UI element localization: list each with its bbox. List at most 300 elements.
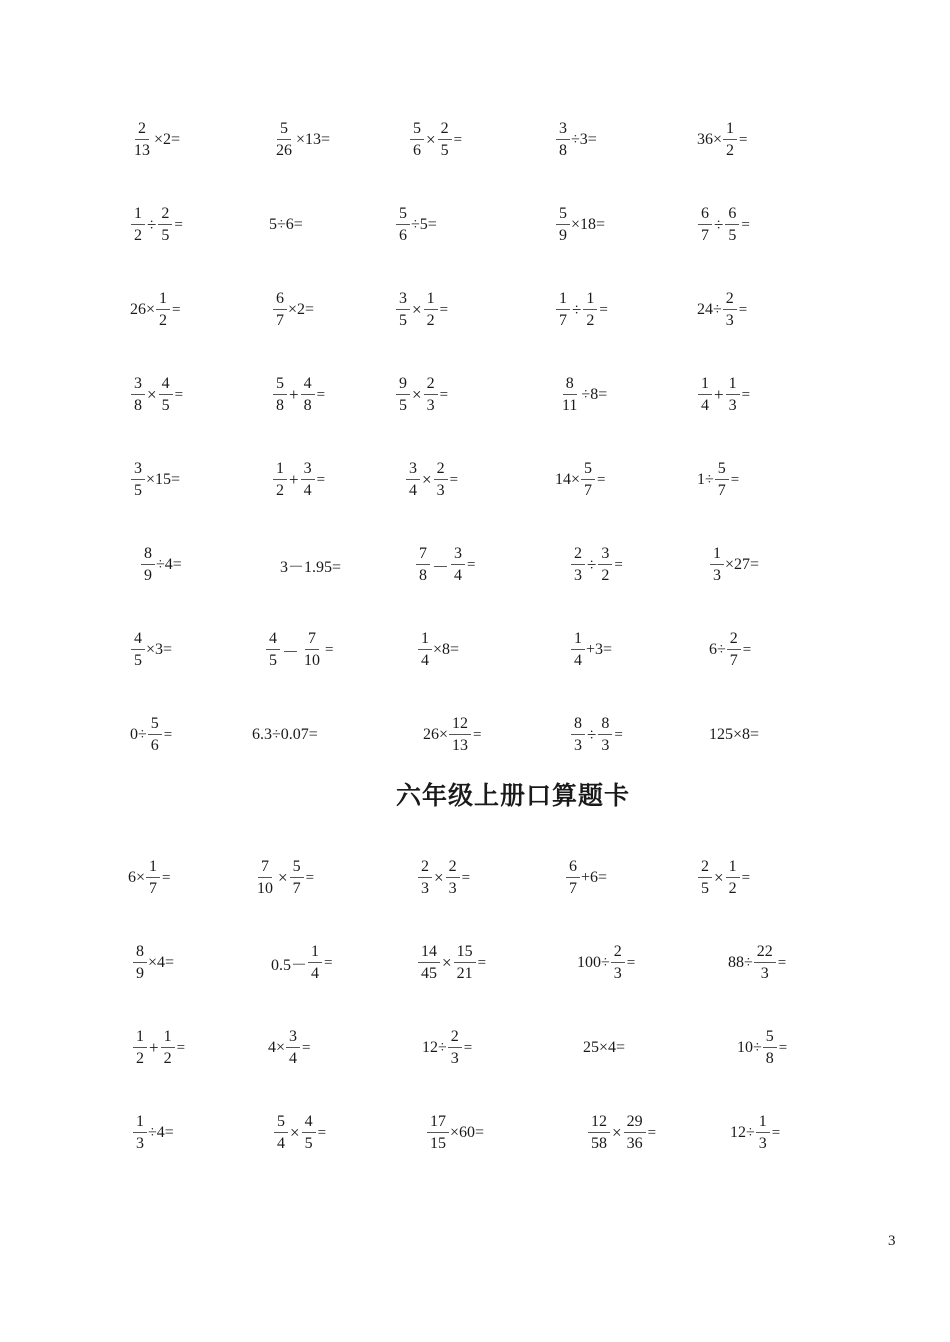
fraction	[727, 631, 741, 669]
operator: ×	[412, 300, 422, 319]
fraction	[131, 631, 145, 669]
numerator: 7	[305, 631, 319, 650]
problem-cell	[697, 280, 748, 340]
denominator: 9	[144, 567, 152, 584]
equals-sign: =	[302, 1039, 311, 1056]
expression-text: ×2=	[288, 301, 315, 318]
numerator: 1	[273, 461, 287, 480]
numerator: 2	[438, 121, 452, 140]
numerator: 1	[308, 944, 322, 963]
fraction	[131, 206, 145, 244]
denominator: 15	[430, 1135, 446, 1152]
denominator: 10	[257, 880, 273, 897]
fraction	[454, 944, 476, 982]
equals-sign: =	[463, 1039, 473, 1056]
problem-cell	[130, 280, 182, 340]
fraction	[588, 1114, 610, 1152]
denominator: 4	[409, 482, 417, 499]
numerator: 2	[158, 206, 172, 225]
denominator: 9	[136, 965, 144, 982]
problem-cell	[417, 848, 471, 908]
denominator: 9	[559, 227, 567, 244]
expression-text: ×60=	[450, 1124, 485, 1141]
denominator: 7	[701, 227, 709, 244]
denominator: 4	[574, 652, 582, 669]
fraction	[448, 1029, 462, 1067]
numerator: 5	[273, 376, 287, 395]
expression-text: 88÷	[728, 954, 753, 971]
numerator: 2	[434, 461, 448, 480]
denominator: 6	[413, 142, 421, 159]
fraction	[698, 376, 712, 414]
denominator: 3	[448, 880, 457, 897]
problem-cell	[737, 1018, 788, 1078]
problem-cell	[140, 535, 182, 595]
expression-text: 1÷	[697, 471, 714, 488]
problem-cell	[130, 450, 180, 510]
numerator: 2	[727, 631, 741, 650]
equals-sign: =	[316, 386, 326, 403]
problem-cell	[565, 848, 607, 908]
fraction	[598, 716, 612, 754]
expression-text: 100÷	[577, 954, 610, 971]
denominator: 4	[421, 652, 429, 669]
fraction	[301, 461, 315, 499]
fraction	[396, 206, 410, 244]
numerator: 12	[588, 1114, 610, 1133]
problem-cell	[395, 365, 449, 425]
denominator: 3	[450, 1050, 459, 1067]
operator: ÷	[714, 215, 724, 234]
expression-text: 26×	[423, 726, 449, 743]
fraction	[290, 859, 304, 897]
equals-sign: =	[439, 386, 449, 403]
operator: ×	[290, 1123, 300, 1142]
fraction	[418, 944, 440, 982]
problem-cell	[409, 110, 463, 170]
denominator: 2	[601, 567, 610, 584]
problem-cell	[130, 365, 184, 425]
denominator: 5	[440, 142, 449, 159]
section1-row	[0, 280, 950, 340]
numerator: 1	[726, 859, 740, 878]
section2-row	[0, 933, 950, 993]
numerator: 3	[396, 291, 410, 310]
numerator: 3	[286, 1029, 300, 1048]
fraction	[273, 376, 287, 414]
section2-row	[0, 848, 950, 908]
equals-sign: =	[162, 869, 171, 886]
section1-row	[0, 365, 950, 425]
denominator: 8	[765, 1050, 774, 1067]
numerator: 2	[446, 859, 460, 878]
problem-cell	[697, 365, 751, 425]
denominator: 4	[277, 1135, 285, 1152]
fraction	[396, 376, 410, 414]
operator: ×	[434, 868, 444, 887]
numerator: 1	[726, 376, 740, 395]
numerator: 5	[581, 461, 595, 480]
expression-text: 3－1.95=	[280, 558, 342, 576]
fraction	[133, 1114, 147, 1152]
numerator: 1	[698, 376, 712, 395]
denominator: 2	[426, 312, 435, 329]
equals-sign: =	[614, 726, 623, 743]
denominator: 21	[456, 965, 473, 982]
operator: ×	[278, 868, 288, 887]
numerator: 6	[725, 206, 739, 225]
denominator: 4	[701, 397, 709, 414]
denominator: 5	[304, 1135, 313, 1152]
fraction	[715, 461, 729, 499]
denominator: 3	[760, 965, 769, 982]
fraction	[146, 859, 160, 897]
operator: ×	[422, 470, 432, 489]
expression-text: 25×4=	[583, 1039, 626, 1056]
fraction	[710, 546, 724, 584]
fraction	[302, 1114, 316, 1152]
problem-cell	[265, 620, 334, 680]
numerator: 1	[424, 291, 438, 310]
problem-cell	[555, 450, 607, 510]
denominator: 13	[134, 142, 150, 159]
expression-text: ×27=	[725, 556, 760, 573]
numerator: 15	[454, 944, 476, 963]
problem-cell	[558, 365, 607, 425]
fraction	[438, 121, 452, 159]
numerator: 22	[754, 944, 776, 963]
numerator: 5	[556, 206, 570, 225]
fraction	[726, 859, 740, 897]
equals-sign: =	[741, 869, 751, 886]
fraction	[158, 206, 172, 244]
expression-text: ×13=	[296, 131, 331, 148]
equals-sign: =	[741, 386, 751, 403]
problem-cell	[273, 1103, 327, 1163]
fraction	[406, 461, 420, 499]
denominator: 58	[591, 1135, 607, 1152]
numerator: 5	[396, 206, 410, 225]
equals-sign: =	[467, 556, 476, 573]
expression-text: 6.3÷0.07=	[252, 726, 318, 743]
denominator: 5	[161, 397, 170, 414]
expression-text: ÷8=	[581, 386, 608, 403]
fraction	[416, 546, 430, 584]
problem-cell	[417, 933, 487, 993]
numerator: 4	[131, 631, 145, 650]
equals-sign: =	[461, 869, 471, 886]
numerator: 1	[156, 291, 170, 310]
equals-sign: =	[174, 386, 184, 403]
equals-sign: =	[599, 301, 608, 318]
expression-text: 26×	[130, 301, 156, 318]
fraction	[396, 291, 410, 329]
fraction	[598, 546, 612, 584]
numerator: 1	[133, 1029, 147, 1048]
problem-cell	[272, 280, 314, 340]
equals-sign: =	[473, 726, 482, 743]
expression-text: ×15=	[146, 471, 181, 488]
denominator: 7	[569, 880, 577, 897]
problem-cell	[709, 620, 752, 680]
fraction	[725, 206, 739, 244]
fraction	[754, 944, 776, 982]
numerator: 4	[302, 1114, 316, 1133]
expression-text: 36×	[697, 131, 723, 148]
page-title: 六年级上册口算题卡	[395, 783, 630, 810]
fraction	[159, 376, 173, 414]
numerator: 4	[301, 376, 315, 395]
denominator: 7	[276, 312, 284, 329]
problem-cell	[697, 848, 751, 908]
problem-cell	[697, 450, 740, 510]
fraction	[556, 121, 570, 159]
numerator: 6	[698, 206, 712, 225]
fraction	[148, 716, 162, 754]
numerator: 1	[571, 631, 585, 650]
denominator: 36	[626, 1135, 643, 1152]
denominator: 7	[559, 312, 567, 329]
denominator: 10	[304, 652, 320, 669]
fraction	[723, 121, 737, 159]
problem-cell	[395, 280, 449, 340]
problem-cell	[405, 450, 459, 510]
numerator: 3	[556, 121, 570, 140]
denominator: 11	[562, 397, 578, 414]
numerator: 8	[598, 716, 612, 735]
denominator: 3	[574, 567, 582, 584]
expression-text: ×8=	[433, 641, 460, 658]
section1-row	[0, 450, 950, 510]
problem-cell	[130, 195, 184, 255]
denominator: 8	[559, 142, 567, 159]
denominator: 3	[421, 880, 429, 897]
fraction	[449, 716, 471, 754]
problem-cell	[271, 933, 333, 993]
denominator: 8	[303, 397, 312, 414]
fraction	[273, 291, 287, 329]
fraction	[571, 716, 585, 754]
numerator: 1	[133, 1114, 147, 1133]
denominator: 2	[728, 880, 737, 897]
expression-text: ×18=	[571, 216, 606, 233]
problem-cell	[132, 1103, 174, 1163]
numerator: 1	[161, 1029, 175, 1048]
problem-cell	[728, 933, 787, 993]
numerator: 4	[159, 376, 173, 395]
numerator: 5	[290, 859, 304, 878]
numerator: 2	[135, 121, 149, 140]
problem-cell	[272, 450, 326, 510]
numerator: 2	[611, 944, 625, 963]
fraction	[131, 376, 145, 414]
expression-text: 14×	[555, 471, 581, 488]
operator: ×	[147, 385, 157, 404]
problem-cell	[577, 933, 636, 993]
section1-row	[0, 195, 950, 255]
denominator: 3	[758, 1135, 767, 1152]
equals-sign: =	[477, 954, 487, 971]
denominator: 3	[136, 1135, 144, 1152]
numerator: 1	[131, 206, 145, 225]
operator: +	[714, 385, 724, 404]
denominator: 5	[161, 227, 170, 244]
denominator: 4	[303, 482, 312, 499]
numerator: 4	[266, 631, 280, 650]
fraction	[418, 631, 432, 669]
problem-cell	[426, 1103, 484, 1163]
problem-cell	[570, 620, 612, 680]
fraction	[611, 944, 625, 982]
operator: +	[149, 1038, 159, 1057]
expression-text: 24÷	[697, 301, 722, 318]
expression-text: ×3=	[146, 641, 173, 658]
operator: ×	[612, 1123, 622, 1142]
numerator: 3	[131, 376, 145, 395]
problem-cell	[280, 535, 341, 595]
section2-row	[0, 1103, 950, 1163]
equals-sign: =	[739, 131, 748, 148]
fraction	[274, 1114, 288, 1152]
problem-cell	[730, 1103, 781, 1163]
operator: ×	[442, 953, 452, 972]
denominator: 5	[701, 880, 709, 897]
operator: －	[282, 642, 299, 662]
problem-cell	[130, 705, 173, 765]
equals-sign: =	[597, 471, 606, 488]
equals-sign: =	[738, 301, 748, 318]
fraction	[301, 376, 315, 414]
denominator: 2	[136, 1050, 144, 1067]
denominator: 3	[725, 312, 734, 329]
fraction	[254, 859, 276, 897]
expression-text: 0.5－	[271, 956, 308, 974]
denominator: 3	[728, 397, 737, 414]
fraction	[451, 546, 465, 584]
denominator: 7	[584, 482, 593, 499]
problem-cell	[272, 365, 326, 425]
operator: ÷	[587, 555, 597, 574]
equals-sign: =	[317, 1124, 327, 1141]
equals-sign: =	[614, 556, 623, 573]
problem-cell	[587, 1103, 657, 1163]
numerator: 2	[698, 859, 712, 878]
fraction	[566, 859, 580, 897]
expression-text: ×2=	[154, 131, 181, 148]
denominator: 5	[134, 652, 142, 669]
denominator: 3	[713, 567, 721, 584]
fraction	[756, 1114, 770, 1152]
problem-cell	[268, 1018, 312, 1078]
numerator: 5	[410, 121, 424, 140]
denominator: 7	[149, 880, 158, 897]
problem-cell	[583, 1018, 625, 1078]
denominator: 7	[292, 880, 301, 897]
denominator: 5	[134, 482, 142, 499]
section1-row	[0, 110, 950, 170]
equals-sign: =	[174, 216, 183, 233]
expression-text: ÷4=	[148, 1124, 174, 1141]
expression-text: 10÷	[737, 1039, 762, 1056]
fraction	[156, 291, 170, 329]
problem-cell	[697, 195, 751, 255]
denominator: 2	[586, 312, 595, 329]
expression-text: 6÷	[709, 641, 726, 658]
numerator: 17	[427, 1114, 449, 1133]
numerator: 3	[406, 461, 420, 480]
section2-row	[0, 1018, 950, 1078]
section1-row	[0, 705, 950, 765]
expression-text: ÷3=	[571, 131, 597, 148]
problem-cell	[130, 620, 172, 680]
numerator: 1	[756, 1114, 770, 1133]
operator: ×	[426, 130, 436, 149]
numerator: 3	[451, 546, 465, 565]
problem-cell	[252, 705, 318, 765]
fraction	[698, 206, 712, 244]
numerator: 5	[277, 121, 291, 140]
problem-cell	[395, 195, 437, 255]
numerator: 1	[418, 631, 432, 650]
denominator: 13	[452, 737, 469, 754]
denominator: 3	[436, 482, 445, 499]
expression-text: 6×	[128, 869, 146, 886]
denominator: 8	[276, 397, 284, 414]
fraction	[308, 944, 322, 982]
numerator: 2	[418, 859, 432, 878]
problem-cell	[709, 535, 759, 595]
problem-cell	[570, 535, 624, 595]
fraction	[410, 121, 424, 159]
denominator: 4	[311, 965, 320, 982]
denominator: 26	[276, 142, 292, 159]
denominator: 2	[134, 227, 142, 244]
numerator: 5	[763, 1029, 777, 1048]
fraction	[141, 546, 155, 584]
fraction	[446, 859, 460, 897]
denominator: 5	[399, 397, 407, 414]
problem-cell	[128, 848, 172, 908]
expression-text: 0÷	[130, 726, 147, 743]
equals-sign: =	[453, 131, 463, 148]
fraction	[624, 1114, 646, 1152]
problem-cell	[555, 195, 605, 255]
problem-cell	[570, 705, 624, 765]
numerator: 9	[396, 376, 410, 395]
denominator: 3	[613, 965, 622, 982]
fraction	[418, 859, 432, 897]
numerator: 8	[141, 546, 155, 565]
expression-text: ÷5=	[411, 216, 437, 233]
numerator: 14	[418, 944, 440, 963]
problem-cell	[555, 280, 609, 340]
problem-cell	[422, 1018, 473, 1078]
fraction	[131, 121, 153, 159]
fraction	[131, 461, 145, 499]
denominator: 8	[134, 397, 142, 414]
numerator: 7	[416, 546, 430, 565]
problem-cell	[269, 195, 303, 255]
numerator: 12	[449, 716, 471, 735]
expression-text: ×4=	[148, 954, 175, 971]
expression-text: 5÷6=	[269, 216, 303, 233]
expression-text: 125×8=	[709, 726, 760, 743]
denominator: 7	[729, 652, 738, 669]
equals-sign: =	[741, 216, 750, 233]
equals-sign: =	[777, 954, 787, 971]
denominator: 3	[426, 397, 435, 414]
numerator: 5	[715, 461, 729, 480]
